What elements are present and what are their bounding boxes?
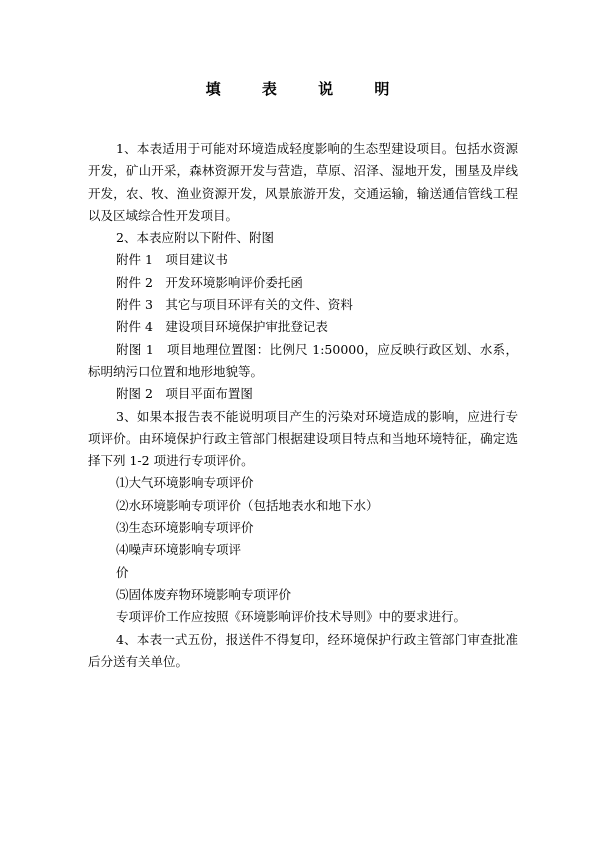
attachment-3: 附件 3 其它与项目环评有关的文件、资料 xyxy=(116,297,353,313)
attachment-1: 附件 1 项目建议书 xyxy=(116,252,228,268)
attachment-2: 附件 2 开发环境影响评价委托函 xyxy=(116,274,303,290)
paragraph-attachments-intro: 2、本表应附以下附件、附图 xyxy=(116,230,274,246)
special-item-4: ⑷噪声环境影响专项评 xyxy=(116,542,242,558)
special-item-4-continued: 价 xyxy=(116,564,129,580)
page-title: 填 表 说 明 xyxy=(205,80,408,98)
special-item-5: ⑸固体废弃物环境影响专项评价 xyxy=(116,586,292,602)
paragraph-guideline: 专项评价工作应按照《环境影响评价技术导则》中的要求进行。 xyxy=(116,609,467,625)
special-item-3: ⑶生态环境影响专项评价 xyxy=(116,520,254,536)
paragraph-scope: 1、本表适用于可能对环境造成轻度影响的生态型建设项目。包括水资源开发，矿山开采，森林资源开发与营造，草原、沼泽、湿地开发，围垦及岸线开发，农、牧、渔业资源开发，风景旅游开发，交通运输，输送通信管线工程以及区域综合性开发项目。 xyxy=(88,141,518,223)
instructions-body xyxy=(88,138,518,673)
figure-2: 附图 2 项目平面布置图 xyxy=(116,386,253,402)
special-item-2: ⑵水环境影响专项评价（包括地表水和地下水） xyxy=(116,497,379,513)
paragraph-special-assessment: 3、如果本报告表不能说明项目产生的污染对环境造成的影响，应进行专项评价。由环境保护行政主管部门根据建设项目特点和当地环境特征，确定选择下列 1-2 项进行专项评价。 xyxy=(88,408,518,469)
special-item-1: ⑴大气环境影响专项评价 xyxy=(116,475,254,491)
attachment-4: 附件 4 建设项目环境保护审批登记表 xyxy=(116,319,328,335)
paragraph-copies: 4、本表一式五份，报送件不得复印，经环境保护行政主管部门审查批准后分送有关单位。 xyxy=(88,631,518,669)
figure-1: 附图 1 项目地理位置图：比例尺 1:50000，应反映行政区划、水系，标明纳污口位置和地形地貌等。 xyxy=(88,341,518,379)
